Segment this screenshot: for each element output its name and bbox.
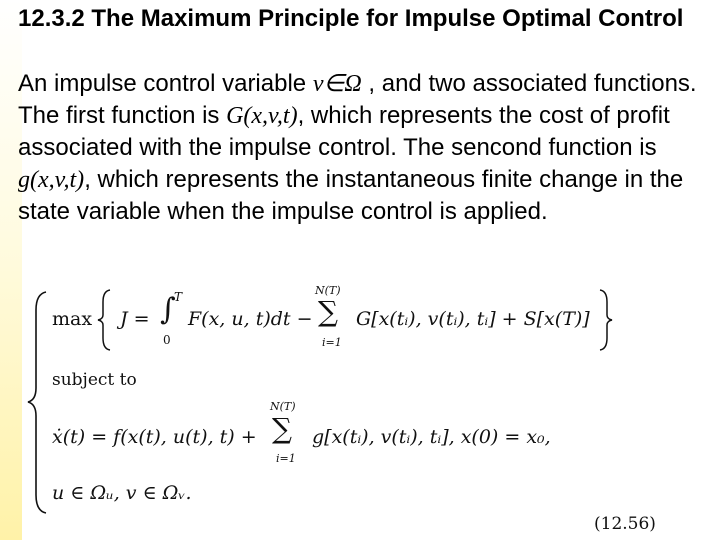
eq-constraints: u ∈ Ωᵤ, v ∈ Ωᵥ. [52, 482, 192, 504]
sum2-upper: N(T) [270, 400, 296, 413]
integral-lower: 0 [163, 333, 171, 347]
eq-max: max [52, 308, 93, 330]
sum1-sign: ∑ [318, 295, 338, 328]
objective-close-brace [598, 288, 614, 352]
sum1-upper: N(T) [315, 284, 341, 297]
sum2-lower: i=1 [276, 452, 296, 465]
eq-subject-to: subject to [52, 370, 137, 390]
para-text-4: , which represents the instantaneous finite change in the state variable when the impulse control is applied. [18, 166, 684, 225]
slide-title: 12.3.2 The Maximum Principle for Impulse Optimal Control [18, 5, 684, 32]
sum2-sign: ∑ [272, 412, 292, 445]
eq-J: J = [120, 308, 150, 330]
para-text-2: , and two associated functions. The first function is [18, 70, 697, 129]
integral-upper: T [174, 290, 183, 304]
eq-sum1-term: G[x(tᵢ), v(tᵢ), tᵢ] + S[x(T)] [356, 308, 590, 330]
eq-integrand: F(x, u, t)dt − [188, 308, 313, 330]
system-brace [26, 290, 48, 515]
para-math-v-in-omega: v∈Ω [312, 71, 362, 97]
para-text-3: , which represents the cost of profit associated with the impulse control. The sencond function is [18, 102, 670, 161]
objective-open-brace [96, 288, 112, 352]
para-text-1: An impulse control variable [18, 70, 313, 97]
equation-number: (12.56) [594, 514, 656, 534]
para-math-g: g(x,v,t) [18, 167, 85, 193]
eq-sum2-term: g[x(tᵢ), v(tᵢ), tᵢ], x(0) = x₀, [312, 426, 551, 448]
sum1-lower: i=1 [322, 336, 342, 349]
para-math-G: G(x,v,t) [226, 103, 298, 129]
eq-ode-lhs: ẋ(t) = f(x(t), u(t), t) + [52, 426, 257, 448]
integral-sign: ∫ [160, 292, 176, 327]
